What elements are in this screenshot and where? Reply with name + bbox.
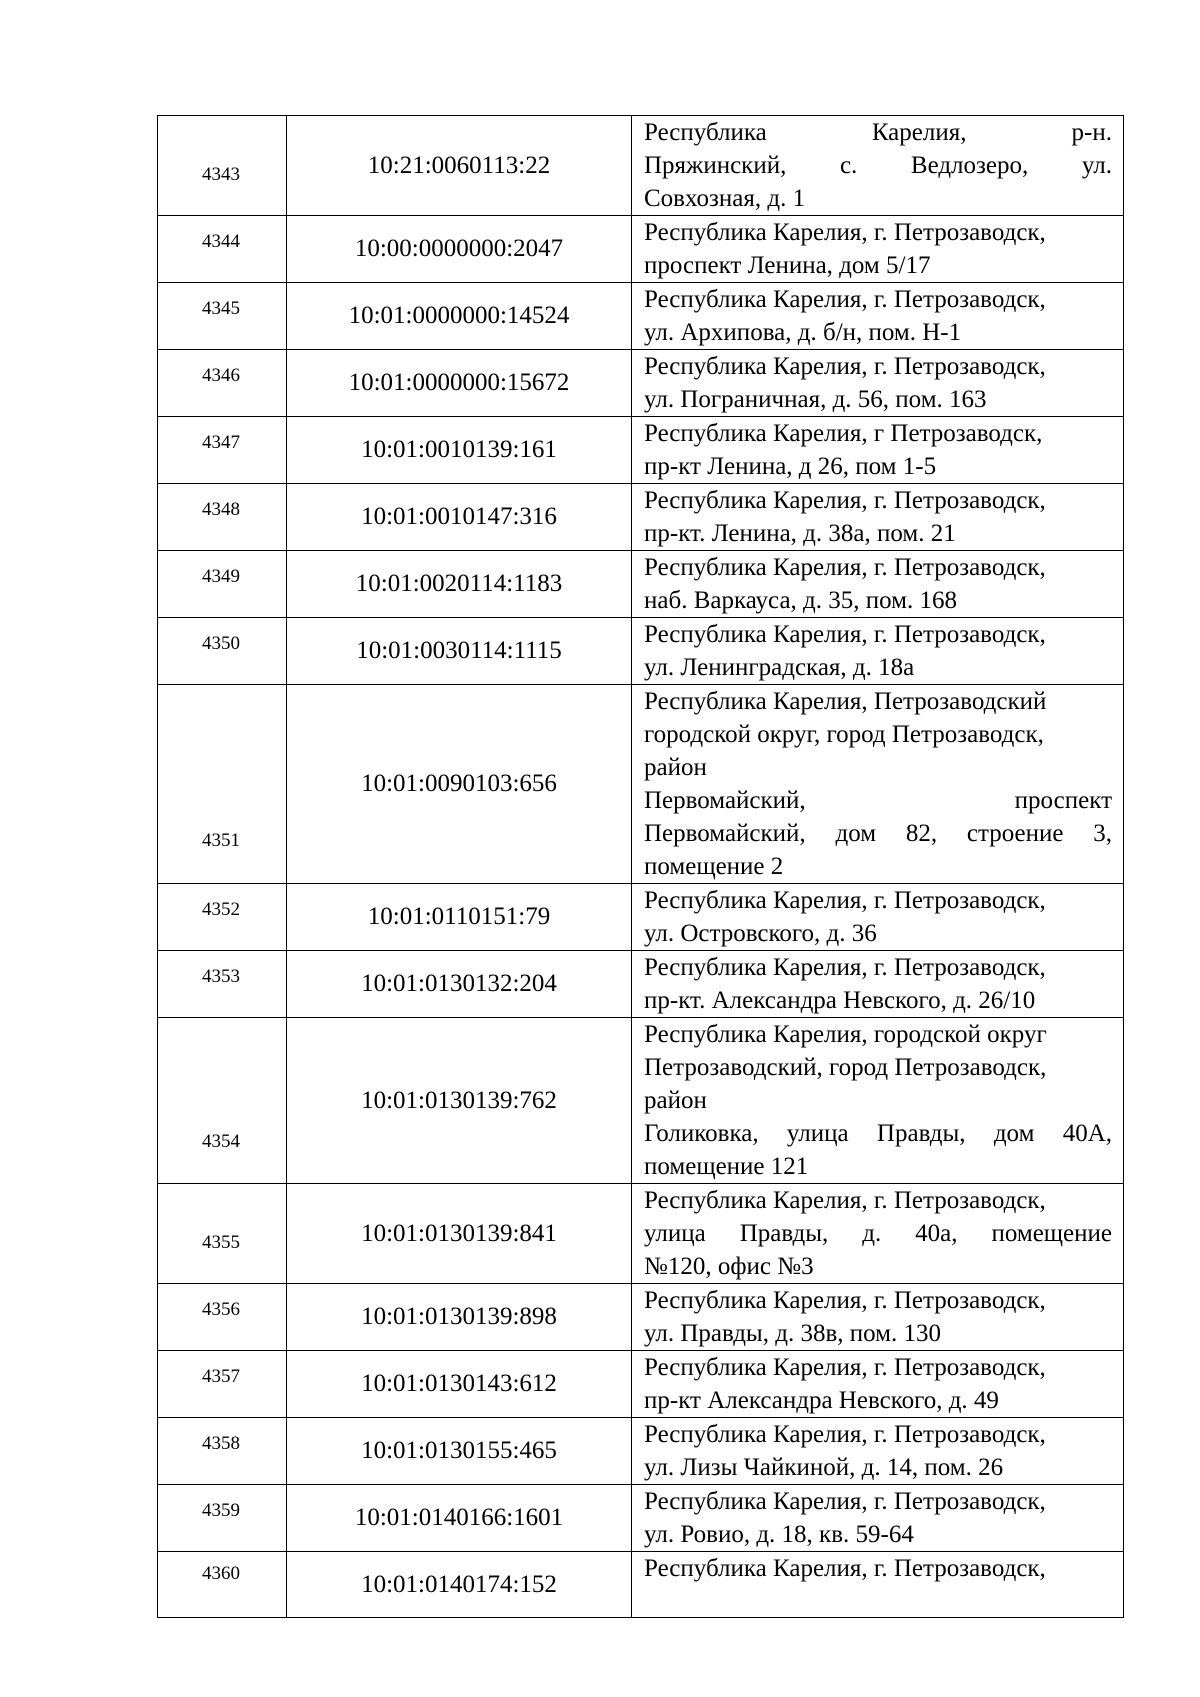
table-row — [158, 350, 1124, 417]
address-cell — [632, 484, 1124, 551]
row-number-cell — [158, 1418, 287, 1485]
row-number: 4354 — [202, 1131, 240, 1152]
address-line: Республика Карелия, Петрозаводский — [644, 688, 1047, 715]
cadastral-number: 10:01:0090103:656 — [287, 685, 632, 884]
address-line: Республика Карелия, г. Петрозаводск, — [644, 1187, 1046, 1214]
address-cell — [632, 283, 1124, 350]
address-line: ул. Ленинградская, д. 18а — [644, 654, 915, 681]
row-number-cell — [158, 618, 287, 685]
address-cell — [632, 216, 1124, 283]
address-line: №120, офис №3 — [644, 1253, 814, 1280]
cadastral-number: 10:01:0000000:14524 — [287, 283, 632, 350]
row-number-cell — [158, 1184, 287, 1284]
cadastral-number: 10:01:0000000:15672 — [287, 350, 632, 417]
address-line: ул. Ровио, д. 18, кв. 59-64 — [644, 1521, 914, 1548]
address-line: пр-кт. Ленина, д. 38а, пом. 21 — [644, 520, 956, 547]
row-number-cell — [158, 1485, 287, 1552]
address-cell — [632, 551, 1124, 618]
address-line: Республика Карелия, г. Петрозаводск, — [644, 1354, 1046, 1381]
address-cell — [632, 884, 1124, 951]
address-cell — [632, 350, 1124, 417]
address-cell — [632, 116, 1124, 216]
table-row — [158, 1552, 1124, 1618]
address-line: Республика Карелия, г. Петрозаводск, — [644, 1421, 1046, 1448]
address-line: Республика Карелия, городской округ — [644, 1021, 1047, 1048]
row-number-cell — [158, 283, 287, 350]
address-line: Республика Карелия, г Петрозаводск, — [644, 420, 1043, 447]
table-row — [158, 216, 1124, 283]
row-number-cell — [158, 1018, 287, 1184]
address-line: Первомайский, проспект — [644, 787, 1112, 814]
cadastral-number: 10:01:0020114:1183 — [287, 551, 632, 618]
address-line: Республика Карелия, г. Петрозаводск, — [644, 1287, 1046, 1314]
address-line: пр-кт Ленина, д 26, пом 1-5 — [644, 453, 937, 480]
table-row — [158, 417, 1124, 484]
address-line: Голиковка, улица Правды, дом 40А, — [644, 1120, 1112, 1147]
address-line: помещение 2 — [644, 853, 784, 880]
cadastral-number: 10:01:0010147:316 — [287, 484, 632, 551]
address-line: пр-кт Александра Невского, д. 49 — [644, 1387, 999, 1414]
row-number-cell — [158, 951, 287, 1018]
address-cell — [632, 417, 1124, 484]
row-number-cell — [158, 1552, 287, 1618]
row-number-cell — [158, 216, 287, 283]
table-row — [158, 484, 1124, 551]
address-line: Республика Карелия, г. Петрозаводск, — [644, 286, 1046, 313]
address-cell — [632, 618, 1124, 685]
cadastral-number: 10:01:0130132:204 — [287, 951, 632, 1018]
row-number: 4346 — [202, 365, 240, 386]
address-line: Республика Карелия, г. Петрозаводск, — [644, 554, 1046, 581]
row-number: 4357 — [202, 1366, 240, 1387]
address-line: Республика Карелия, г. Петрозаводск, — [644, 487, 1046, 514]
cadastral-number: 10:00:0000000:2047 — [287, 216, 632, 283]
row-number-cell — [158, 884, 287, 951]
row-number: 4351 — [202, 830, 240, 851]
address-line: Пряжинский, с. Ведлозеро, ул. — [644, 152, 1112, 179]
row-number-cell — [158, 1351, 287, 1418]
address-line: Республика Карелия, г. Петрозаводск, — [644, 887, 1046, 914]
address-line: ул. Лизы Чайкиной, д. 14, пом. 26 — [644, 1454, 1004, 1481]
row-number: 4356 — [202, 1299, 240, 1320]
address-line: Республика Карелия, г. Петрозаводск, — [644, 621, 1046, 648]
address-cell — [632, 951, 1124, 1018]
row-number: 4345 — [202, 298, 240, 319]
registry-table-body — [158, 116, 1124, 1618]
table-row — [158, 551, 1124, 618]
address-line: ул. Правды, д. 38в, пом. 130 — [644, 1320, 941, 1347]
cadastral-number: 10:01:0030114:1115 — [287, 618, 632, 685]
table-row — [158, 618, 1124, 685]
address-line: Первомайский, дом 82, строение 3, — [644, 820, 1112, 847]
table-row — [158, 1351, 1124, 1418]
table-row — [158, 1485, 1124, 1552]
row-number: 4344 — [202, 231, 240, 252]
table-row — [158, 1284, 1124, 1351]
cadastral-number: 10:01:0130139:898 — [287, 1284, 632, 1351]
address-cell — [632, 1351, 1124, 1418]
row-number: 4347 — [202, 432, 240, 453]
address-line: район — [644, 754, 707, 781]
cadastral-number: 10:01:0140166:1601 — [287, 1485, 632, 1552]
row-number: 4355 — [202, 1232, 240, 1253]
address-line: проспект Ленина, дом 5/17 — [644, 252, 931, 279]
row-number: 4350 — [202, 633, 240, 654]
address-line: Республика Карелия, р-н. — [644, 119, 1112, 146]
row-number: 4348 — [202, 499, 240, 520]
table-row — [158, 283, 1124, 350]
address-line: Республика Карелия, г. Петрозаводск, — [644, 954, 1046, 981]
property-registry-table — [157, 115, 1124, 1618]
row-number-cell — [158, 551, 287, 618]
cadastral-number: 10:01:0140174:152 — [287, 1552, 632, 1618]
row-number: 4343 — [202, 164, 240, 185]
address-line: ул. Пограничная, д. 56, пом. 163 — [644, 386, 987, 413]
address-cell — [632, 1552, 1124, 1618]
cadastral-number: 10:01:0110151:79 — [287, 884, 632, 951]
address-line: Республика Карелия, г. Петрозаводск, — [644, 1555, 1046, 1582]
address-line: Совхозная, д. 1 — [644, 185, 806, 212]
cadastral-number: 10:01:0130139:841 — [287, 1184, 632, 1284]
address-cell — [632, 1485, 1124, 1552]
address-line: пр-кт. Александра Невского, д. 26/10 — [644, 987, 1036, 1014]
cadastral-number: 10:01:0130143:612 — [287, 1351, 632, 1418]
cadastral-number: 10:01:0010139:161 — [287, 417, 632, 484]
table-row — [158, 1018, 1124, 1184]
address-line: Петрозаводский, город Петрозаводск, — [644, 1054, 1047, 1081]
address-cell — [632, 685, 1124, 884]
address-line: ул. Архипова, д. б/н, пом. Н-1 — [644, 319, 962, 346]
table-row — [158, 884, 1124, 951]
address-cell — [632, 1418, 1124, 1485]
row-number: 4353 — [202, 966, 240, 987]
row-number: 4360 — [202, 1563, 240, 1584]
address-line: наб. Варкауса, д. 35, пом. 168 — [644, 587, 958, 614]
row-number-cell — [158, 484, 287, 551]
address-line: городской округ, город Петрозаводск, — [644, 721, 1044, 748]
row-number: 4352 — [202, 899, 240, 920]
address-line: улица Правды, д. 40а, помещение — [644, 1220, 1112, 1247]
address-cell — [632, 1184, 1124, 1284]
address-line: район — [644, 1087, 707, 1114]
row-number-cell — [158, 1284, 287, 1351]
address-line: Республика Карелия, г. Петрозаводск, — [644, 1488, 1046, 1515]
cadastral-number: 10:01:0130155:465 — [287, 1418, 632, 1485]
address-cell — [632, 1018, 1124, 1184]
row-number: 4349 — [202, 566, 240, 587]
address-line: ул. Островского, д. 36 — [644, 920, 877, 947]
cadastral-number: 10:21:0060113:22 — [287, 116, 632, 216]
row-number-cell — [158, 350, 287, 417]
row-number: 4358 — [202, 1433, 240, 1454]
row-number-cell — [158, 685, 287, 884]
address-line: помещение 121 — [644, 1153, 809, 1180]
row-number-cell — [158, 417, 287, 484]
address-line: Республика Карелия, г. Петрозаводск, — [644, 219, 1046, 246]
row-number-cell — [158, 116, 287, 216]
address-line: Республика Карелия, г. Петрозаводск, — [644, 353, 1046, 380]
row-number: 4359 — [202, 1500, 240, 1521]
table-row — [158, 1184, 1124, 1284]
address-cell — [632, 1284, 1124, 1351]
cadastral-number: 10:01:0130139:762 — [287, 1018, 632, 1184]
table-row — [158, 116, 1124, 216]
table-row — [158, 685, 1124, 884]
table-row — [158, 951, 1124, 1018]
table-row — [158, 1418, 1124, 1485]
